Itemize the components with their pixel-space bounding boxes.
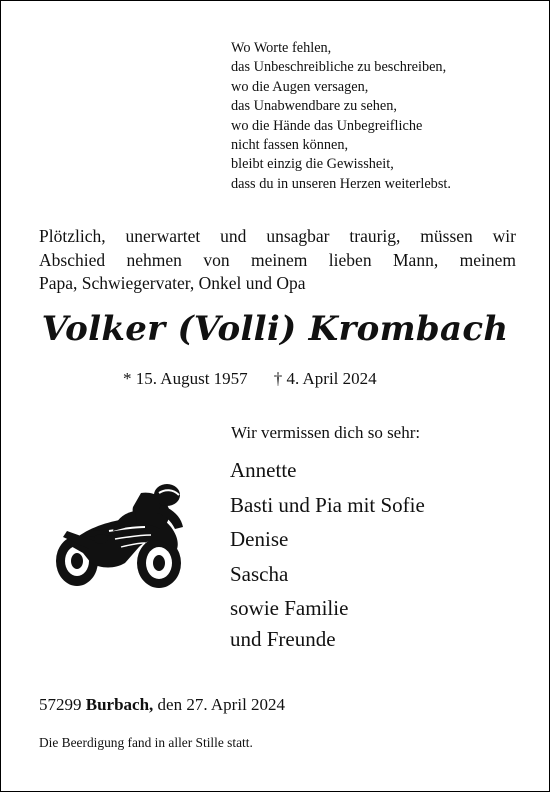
place-date (39, 694, 285, 716)
poem-line: Wo Worte fehlen, (231, 40, 332, 56)
poem (231, 39, 451, 194)
town-name: Burbach, (85, 695, 154, 714)
mourners-list (230, 453, 425, 653)
life-dates (123, 368, 377, 390)
mourners-heading: Wir vermissen dich so sehr: (231, 423, 421, 442)
intro-line: Abschied nehmen von meinem lieben Mann, meinem (39, 249, 516, 270)
poem-line: wo die Hände das Unbegreifliche (231, 117, 423, 134)
mourner-name: Basti und Pia mit Sofie (230, 492, 425, 517)
birth-date: * 15. August 1957 (123, 369, 248, 388)
poem-line: wo die Augen versagen, (231, 78, 369, 95)
mourner-name: und Freunde (230, 627, 336, 651)
notice-date: den 27. April 2024 (157, 695, 286, 714)
mourner-name: Denise (230, 527, 289, 551)
motorcycle-rider-icon (49, 483, 199, 593)
deceased-name: Volker (Volli) Krombach (41, 309, 509, 349)
mourner-name: sowie Familie (230, 596, 349, 620)
intro-line: Plötzlich, unerwartet und unsagbar traurig, müssen wir (39, 226, 516, 246)
poem-line: das Unbeschreibliche zu beschreiben, (231, 59, 447, 76)
intro-line: Papa, Schwiegervater, Onkel und Opa (39, 273, 306, 293)
mourner-name: Sascha (230, 561, 289, 586)
poem-line: bleibt einzig die Gewissheit, (231, 156, 394, 173)
death-date: † 4. April 2024 (273, 369, 377, 388)
zip-code: 57299 (39, 695, 82, 714)
funeral-note: Die Beerdigung fand in aller Stille statt. (39, 735, 253, 750)
poem-line: das Unabwendbare zu sehen, (231, 98, 397, 115)
poem-line: dass du in unseren Herzen weiterlebst. (231, 175, 451, 192)
poem-line: nicht fassen können, (231, 137, 349, 154)
mourner-name: Annette (230, 458, 297, 482)
intro-text (39, 225, 516, 296)
